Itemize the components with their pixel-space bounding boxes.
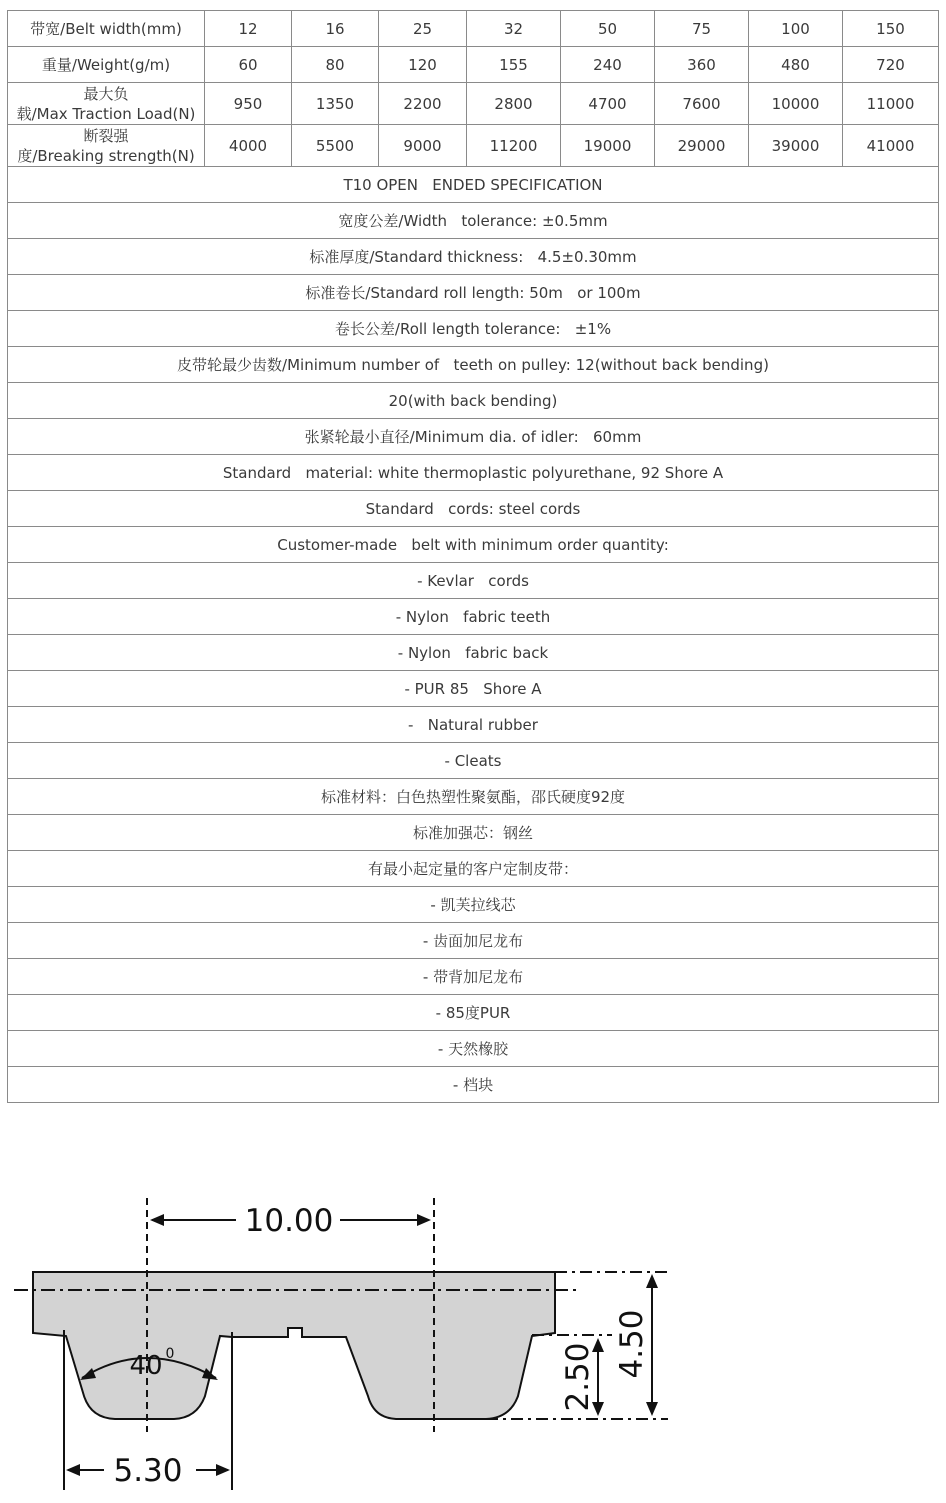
cell: 150: [843, 11, 939, 47]
cell: 10000: [749, 83, 843, 125]
cell: 4700: [561, 83, 655, 125]
spec-row: [8, 671, 939, 707]
cell: 950: [205, 83, 292, 125]
cell: 11000: [843, 83, 939, 125]
belt-profile-diagram: [0, 1160, 946, 1503]
spec-line: T10 OPEN ENDED SPECIFICATION: [8, 167, 939, 203]
row-weight: [8, 47, 939, 83]
spec-line: - Kevlar cords: [8, 563, 939, 599]
row-breaking-strength: [8, 125, 939, 167]
spec-line: - 齿面加尼龙布: [8, 923, 939, 959]
cell: 50: [561, 11, 655, 47]
spec-line: - Natural rubber: [8, 707, 939, 743]
spec-table: [7, 10, 939, 1103]
spec-row: [8, 419, 939, 455]
spec-row: [8, 203, 939, 239]
cell: 1350: [292, 83, 379, 125]
arrow-head: [150, 1214, 164, 1226]
spec-line: 卷长公差/Roll length tolerance: ±1%: [8, 311, 939, 347]
spec-row: [8, 383, 939, 419]
cell: 60: [205, 47, 292, 83]
spec-row: [8, 743, 939, 779]
spec-line: - 天然橡胶: [8, 1031, 939, 1067]
cell: 480: [749, 47, 843, 83]
row-belt-width: [8, 11, 939, 47]
spec-line: 有最小起定量的客户定制皮带：: [8, 851, 939, 887]
cell: 9000: [379, 125, 467, 167]
spec-row: [8, 779, 939, 815]
spec-row: [8, 887, 939, 923]
row-label-line: 断裂强: [83, 126, 129, 145]
spec-line: - PUR 85 Shore A: [8, 671, 939, 707]
cell: 100: [749, 11, 843, 47]
spec-row: [8, 491, 939, 527]
cell: 41000: [843, 125, 939, 167]
cell: 19000: [561, 125, 655, 167]
spec-line: - 带背加尼龙布: [8, 959, 939, 995]
cell: 75: [655, 11, 749, 47]
arrow-head: [646, 1402, 658, 1416]
cell: 12: [205, 11, 292, 47]
cell: 80: [292, 47, 379, 83]
spec-row: [8, 167, 939, 203]
spec-line: 宽度公差/Width tolerance: ±0.5mm: [8, 203, 939, 239]
spec-line: - Nylon fabric back: [8, 635, 939, 671]
spec-row: [8, 635, 939, 671]
spec-line: 标准材料：白色热塑性聚氨酯，邵氏硬度92度: [8, 779, 939, 815]
arrow-head: [66, 1464, 80, 1476]
cell: 11200: [467, 125, 561, 167]
cell: 39000: [749, 125, 843, 167]
spec-line: 标准加强芯：钢丝: [8, 815, 939, 851]
cell: 16: [292, 11, 379, 47]
row-label-line: 载/Max Traction Load(N): [16, 104, 196, 123]
spec-line: - Cleats: [8, 743, 939, 779]
tooth-width-label: 5.30: [113, 1453, 183, 1489]
row-label: 带宽/Belt width(mm): [8, 11, 205, 47]
spec-lines: [8, 167, 939, 1103]
row-label: 重量/Weight(g/m): [8, 47, 205, 83]
spec-row: [8, 923, 939, 959]
cell: 720: [843, 47, 939, 83]
row-label-line: 度/Breaking strength(N): [17, 146, 195, 165]
spec-row: [8, 959, 939, 995]
spec-line: 标准卷长/Standard roll length: 50m or 100m: [8, 275, 939, 311]
spec-row: [8, 599, 939, 635]
cell: 29000: [655, 125, 749, 167]
cell: 2200: [379, 83, 467, 125]
cell: 240: [561, 47, 655, 83]
cell: 4000: [205, 125, 292, 167]
tooth-height-label: 2.50: [560, 1342, 596, 1412]
spec-line: 标准厚度/Standard thickness: 4.5±0.30mm: [8, 239, 939, 275]
spec-row: [8, 527, 939, 563]
spec-row: [8, 851, 939, 887]
spec-row: [8, 311, 939, 347]
belt-body-shape: [33, 1272, 555, 1419]
spec-row: [8, 815, 939, 851]
spec-row: [8, 1067, 939, 1103]
cell: 7600: [655, 83, 749, 125]
spec-line: Standard cords: steel cords: [8, 491, 939, 527]
spec-row: [8, 707, 939, 743]
arrow-head: [417, 1214, 431, 1226]
spec-row: [8, 239, 939, 275]
total-height-label: 4.50: [614, 1309, 650, 1379]
row-label-line: 最大负: [83, 84, 129, 103]
cell: 120: [379, 47, 467, 83]
cell: 5500: [292, 125, 379, 167]
spec-line: - 85度PUR: [8, 995, 939, 1031]
spec-line: - 档块: [8, 1067, 939, 1103]
row-label: [8, 83, 205, 125]
spec-row: [8, 275, 939, 311]
spec-line: Standard material: white thermoplastic polyurethane, 92 Shore A: [8, 455, 939, 491]
arrow-head: [216, 1464, 230, 1476]
spec-line: Customer-made belt with minimum order quantity:: [8, 527, 939, 563]
spec-row: [8, 563, 939, 599]
cell: 2800: [467, 83, 561, 125]
spec-line: 皮带轮最少齿数/Minimum number of teeth on pulley: 12(without back bending): [8, 347, 939, 383]
spec-line: - Nylon fabric teeth: [8, 599, 939, 635]
row-label: [8, 125, 205, 167]
spec-row: [8, 1031, 939, 1067]
cell: 360: [655, 47, 749, 83]
spec-row: [8, 347, 939, 383]
tooth-angle-label: 40: [129, 1351, 163, 1381]
cell: 155: [467, 47, 561, 83]
row-max-traction-load: [8, 83, 939, 125]
arrow-head: [646, 1274, 658, 1288]
pitch-dimension-label: 10.00: [244, 1203, 334, 1239]
spec-line: 张紧轮最小直径/Minimum dia. of idler: 60mm: [8, 419, 939, 455]
angle-degree-mark: 0: [165, 1346, 175, 1362]
spec-row: [8, 995, 939, 1031]
spec-line: - 凯芙拉线芯: [8, 887, 939, 923]
spec-line: 20(with back bending): [8, 383, 939, 419]
cell: 25: [379, 11, 467, 47]
spec-row: [8, 455, 939, 491]
cell: 32: [467, 11, 561, 47]
